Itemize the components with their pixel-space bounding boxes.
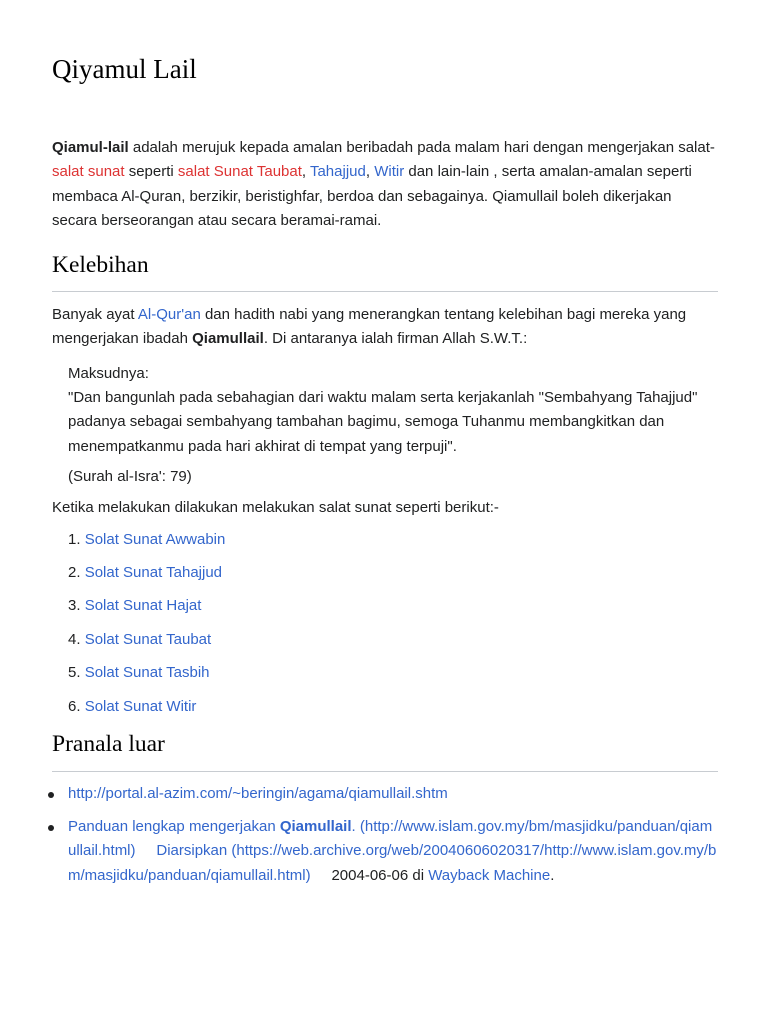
link-solat-sunat-hajat[interactable]: Solat Sunat Hajat (84, 597, 202, 614)
link-salat-sunat-taubat[interactable]: salat Sunat Taubat (177, 163, 302, 181)
kelebihan-paragraph: Banyak ayat Al-Qur'an dan hadith nabi yang menerangkan tentang kelebihan bagi mereka yang mengerjakan ibadah Qiamullail. Di antaranya ialah firman Allah S.W.T.: (52, 306, 687, 348)
link-tahajjud[interactable]: Tahajjud (309, 163, 366, 181)
list-intro: Ketika melakukan dilakukan melakukan salat sunat seperti berikut:- (52, 499, 499, 516)
heading-divider (52, 291, 718, 292)
list-item: 3. Solat Sunat Hajat (68, 597, 202, 614)
heading-divider (52, 771, 718, 772)
article-page: Qiyamul Lail Qiamul-lail adalah merujuk kepada amalan beribadah pada malam hari dengan mengerjakan salat-salat sunat seperti salat Sunat Taubat, Tahajjud, Witir dan lain-lain , serta amalan-amalan seperti membaca Al-Quran, berzikir, beristighfar, berdoa dan sebagainya. Qiamullail boleh dikerjakan secara berseorangan atau secara beramai-ramai. Kelebihan Banyak ayat Al-Qur'an dan hadith nabi yang menerangkan tentang kelebihan bagi mereka yang mengerjakan ibadah Qiamullail. Di antaranya ialah firman Allah S.W.T.: Maksudnya: "Dan bangunlah pada sebahagian dari waktu malam serta kerjakanlah "Sembahyang Tahajjud" padanya sebagai sembahyang tambahan bagimu, semoga Tuhanmu membangkitkan dan menempatkanmu pada hari akhirat di tempat yang terpuji". (Surah al-Isra': 79) Ketika melakukan dilakukan melakukan salat sunat seperti berikut:- 1. Solat Sunat Awwabin 2. Solat Sunat Tahajjud 3. Solat Sunat Hajat 4. Solat Sunat Taubat 5. Solat Sunat Tasbih 6. Solat Sunat Witir Pranala luar http://portal.al-azim.com/~beringin/agama/qiamullail.shtm Panduan lengkap mengerjakan Qiamullail. (http://www.islam.gov.my/bm/masjidku/panduan/qiamullail.html) Diarsipkan (https://web.archive.org/web/20040606020317/http://www.islam.gov.my/bm/masjidku/panduan/qiamullail.html) 2004-06-06 di Wayback Machine. (0, 0, 768, 1024)
link-solat-sunat-tahajjud[interactable]: Solat Sunat Tahajjud (84, 564, 223, 581)
external-link-panduan[interactable]: Panduan lengkap mengerjakan Qiamullail. (http://www.islam.gov.my/bm/masjidku/panduan/qiamullail.html) (68, 818, 713, 860)
list-item: 1. Solat Sunat Awwabin (68, 531, 226, 548)
link-witir[interactable]: Witir (374, 163, 405, 181)
quote-label: Maksudnya: (68, 365, 149, 382)
archive-link[interactable]: Diarsipkan (https://web.archive.org/web/20040606020317/http://www.islam.gov.my/bm/masjidku/panduan/qiamullail.html) (68, 842, 717, 884)
external-link-portal[interactable]: http://portal.al-azim.com/~beringin/agama/qiamullail.shtm (68, 785, 448, 802)
intro-term: Qiamul-lail (52, 139, 129, 156)
bullet-icon (48, 792, 54, 798)
heading-kelebihan: Kelebihan (52, 252, 149, 278)
list-item: 2. Solat Sunat Tahajjud (68, 564, 223, 581)
heading-pranala-luar: Pranala luar (52, 731, 165, 757)
quote-text: "Dan bangunlah pada sebahagian dari waktu malam serta kerjakanlah "Sembahyang Tahajjud" padanya sebagai sembahyang tambahan bagimu, semoga Tuhanmu membangkitkan dan menempatkanmu pada hari akhirat di tempat yang terpuji". (68, 389, 698, 455)
link-solat-sunat-awwabin[interactable]: Solat Sunat Awwabin (84, 531, 226, 548)
term-qiamullail: Qiamullail (192, 330, 264, 348)
bullet-icon (48, 825, 54, 831)
quote-source: (Surah al-Isra': 79) (68, 468, 192, 485)
link-al-quran[interactable]: Al-Qur'an (137, 306, 201, 323)
link-solat-sunat-taubat[interactable]: Solat Sunat Taubat (84, 631, 212, 648)
intro-paragraph: Qiamul-lail adalah merujuk kepada amalan beribadah pada malam hari dengan mengerjakan salat-salat sunat seperti salat Sunat Taubat, Tahajjud, Witir dan lain-lain , serta amalan-amalan seperti membaca Al-Quran, berzikir, beristighfar, berdoa dan sebagainya. Qiamullail boleh dikerjakan secara berseorangan atau secara beramai-ramai. (52, 139, 715, 229)
list-item: 6. Solat Sunat Witir (68, 698, 197, 715)
link-solat-sunat-witir[interactable]: Solat Sunat Witir (84, 698, 197, 715)
link-solat-sunat-tasbih[interactable]: Solat Sunat Tasbih (84, 664, 210, 681)
page-title: Qiyamul Lail (52, 54, 197, 84)
list-item: 4. Solat Sunat Taubat (68, 631, 212, 648)
archive-date: 2004-06-06 di (331, 866, 429, 884)
link-salat-sunat[interactable]: salat sunat (52, 163, 125, 181)
link-wayback-machine[interactable]: Wayback Machine (428, 866, 551, 884)
list-item: 5. Solat Sunat Tasbih (68, 664, 210, 681)
